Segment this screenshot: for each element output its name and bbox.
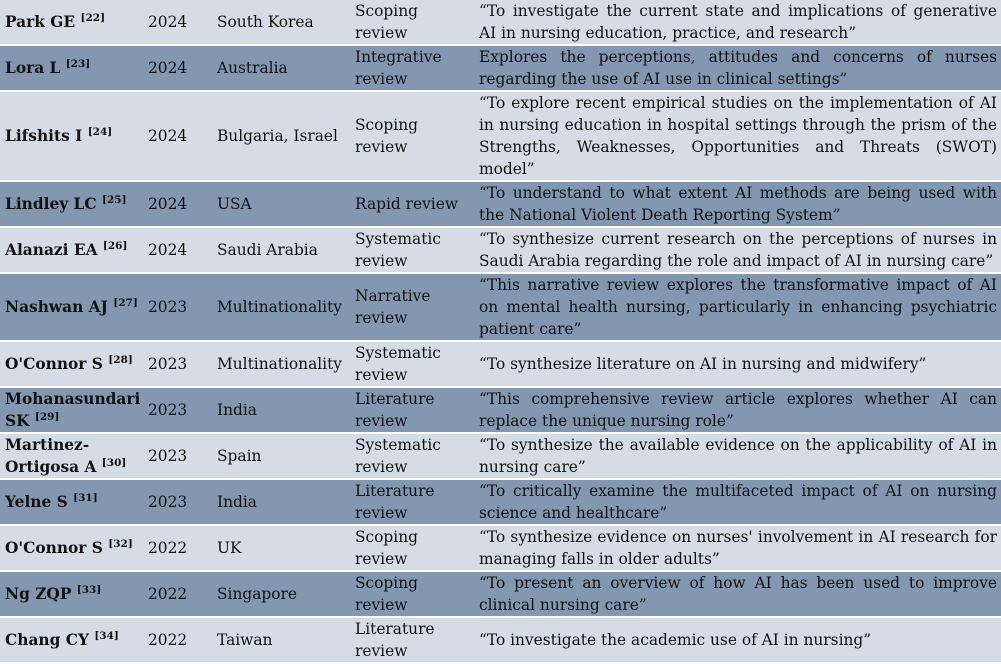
author-name: Yelne S [5,493,68,511]
year-cell: 2024 [144,0,212,45]
review-type-cell: Systematic review [350,433,474,479]
aim-cell: “This comprehensive review article explores whether AI can replace the unique nursing role” [474,387,1001,433]
table-row [0,617,1001,663]
author-cell [0,571,144,617]
reference-number: [26] [102,240,128,252]
author-name: Nashwan AJ [5,298,108,316]
country-cell: Multinationality [212,341,350,387]
author-cell [0,181,144,227]
reference-number: [33] [76,584,102,596]
aim-cell: “To explore recent empirical studies on the implementation of AI in nursing education in hospital settings through the prism of the Strengths, Weaknesses, Opportunities and Threats (SWOT) model” [474,91,1001,181]
author-cell [0,617,144,663]
author-cell [0,0,144,45]
review-type-cell: Literature review [350,617,474,663]
author-name: Chang CY [5,631,89,649]
author-name: Lora L [5,59,61,77]
author-name: Martinez-Ortigosa A [5,436,97,476]
table-row [0,0,1001,45]
reference-number: [32] [108,538,133,550]
aim-cell: “To present an overview of how AI has been used to improve clinical nursing care” [474,571,1001,617]
year-cell: 2024 [144,181,212,227]
review-type-cell: Literature review [350,479,474,525]
table-row [0,45,1001,91]
country-cell: Australia [212,45,350,91]
year-cell: 2023 [144,479,212,525]
reference-number: [27] [113,297,138,309]
table-row [0,227,1001,273]
country-cell: Singapore [212,571,350,617]
aim-cell: “To synthesize evidence on nurses' involvement in AI research for managing falls in older adults” [474,525,1001,571]
table-row [0,387,1001,433]
author-cell [0,45,144,91]
year-cell: 2023 [144,273,212,341]
year-cell: 2022 [144,617,212,663]
author-cell [0,91,144,181]
author-cell [0,387,144,433]
review-type-cell: Scoping review [350,525,474,571]
country-cell: UK [212,525,350,571]
review-type-cell: Integrative review [350,45,474,91]
reference-number: [34] [94,630,119,642]
reference-number: [28] [108,354,133,366]
aim-cell: “To critically examine the multifaceted impact of AI on nursing science and healthcare” [474,479,1001,525]
author-name: O'Connor S [5,539,103,557]
table-row [0,571,1001,617]
country-cell: Spain [212,433,350,479]
author-cell [0,227,144,273]
author-cell [0,479,144,525]
review-type-cell: Scoping review [350,0,474,45]
country-cell: Saudi Arabia [212,227,350,273]
country-cell: Taiwan [212,617,350,663]
aim-cell: “To synthesize current research on the perceptions of nurses in Saudi Arabia regarding the role and impact of AI in nursing care” [474,227,1001,273]
author-name: Alanazi EA [5,241,98,259]
year-cell: 2022 [144,525,212,571]
aim-cell: “To synthesize literature on AI in nursing and midwifery” [474,341,1001,387]
aim-cell: “To understand to what extent AI methods are being used with the National Violent Death Reporting System” [474,181,1001,227]
review-type-cell: Systematic review [350,227,474,273]
year-cell: 2023 [144,341,212,387]
table-row [0,433,1001,479]
table-row [0,181,1001,227]
country-cell: India [212,479,350,525]
year-cell: 2024 [144,45,212,91]
author-cell [0,433,144,479]
author-name: Mohanasundari SK [5,390,141,430]
review-type-cell: Systematic review [350,341,474,387]
table-row [0,91,1001,181]
author-cell [0,273,144,341]
country-cell: Multinationality [212,273,350,341]
country-cell: Bulgaria, Israel [212,91,350,181]
year-cell: 2024 [144,91,212,181]
country-cell: South Korea [212,0,350,45]
author-name: Park GE [5,13,76,31]
aim-cell: “To synthesize the available evidence on the applicability of AI in nursing care” [474,433,1001,479]
author-name: Lifshits I [5,127,83,145]
review-type-cell: Literature review [350,387,474,433]
reference-number: [23] [65,58,91,70]
country-cell: India [212,387,350,433]
reference-number: [22] [80,12,106,24]
review-type-cell: Scoping review [350,91,474,181]
year-cell: 2022 [144,571,212,617]
author-cell [0,525,144,571]
author-name: Lindley LC [5,195,97,213]
year-cell: 2023 [144,433,212,479]
table-row [0,479,1001,525]
table-row [0,273,1001,341]
country-cell: USA [212,181,350,227]
review-type-cell: Scoping review [350,571,474,617]
table-row [0,525,1001,571]
reference-number: [31] [73,492,98,504]
reference-number: [25] [102,194,127,206]
author-name: O'Connor S [5,355,103,373]
aim-cell: “To investigate the academic use of AI in nursing” [474,617,1001,663]
author-name: Ng ZQP [5,585,72,603]
aim-cell: “This narrative review explores the transformative impact of AI on mental health nursing, particularly in enhancing psychiatric patient care” [474,273,1001,341]
reference-number: [24] [87,126,113,138]
review-type-cell: Narrative review [350,273,474,341]
review-type-cell: Rapid review [350,181,474,227]
table-row [0,341,1001,387]
aim-cell: Explores the perceptions, attitudes and concerns of nurses regarding the use of AI use in clinical settings” [474,45,1001,91]
reference-number: [30] [101,457,127,469]
year-cell: 2024 [144,227,212,273]
year-cell: 2023 [144,387,212,433]
aim-cell: “To investigate the current state and implications of generative AI in nursing education, practice, and research” [474,0,1001,45]
reference-number: [29] [34,411,60,423]
author-cell [0,341,144,387]
